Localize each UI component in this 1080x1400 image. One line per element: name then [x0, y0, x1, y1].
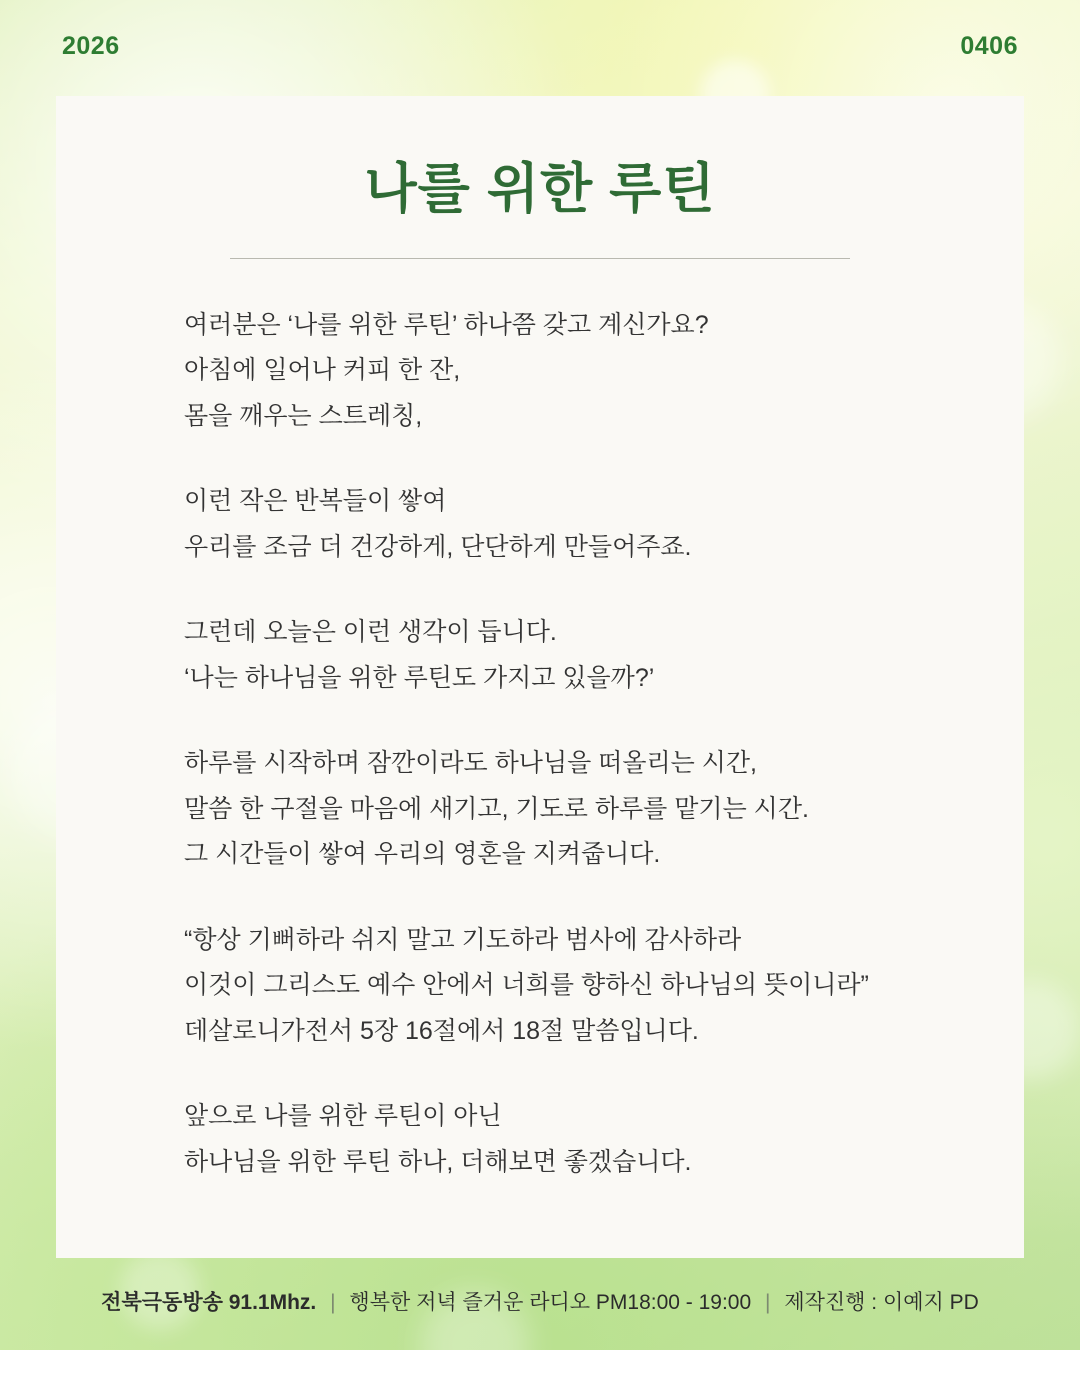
body-line: 몸을 깨우는 스트레칭,	[184, 401, 423, 430]
footer-producer: 제작진행 : 이예지 PD	[784, 1291, 979, 1314]
page-title: 나를 위한 루틴	[364, 159, 716, 219]
body-line: 말씀 한 구절을 마음에 새기고, 기도로 하루를 맡기는 시간.	[184, 794, 809, 823]
body-line: 그 시간들이 쌓여 우리의 영혼을 지켜줍니다.	[184, 840, 661, 868]
body-paragraph	[184, 741, 932, 878]
body-line: 여러분은 ‘나를 위한 루틴’ 하나쯤 갖고 계신가요?	[184, 310, 709, 339]
body-paragraph	[184, 610, 932, 701]
body-paragraph	[184, 479, 932, 570]
title-divider	[230, 258, 850, 259]
body-line: 앞으로 나를 위한 루틴이 아닌	[184, 1102, 502, 1130]
footer-bar	[0, 1286, 1080, 1316]
body-line: 하나님을 위한 루틴 하나, 더해보면 좋겠습니다.	[184, 1147, 692, 1176]
body-line: 그런데 오늘은 이런 생각이 듭니다.	[184, 618, 557, 646]
body-line: 하루를 시작하며 잠깐이라도 하나님을 떠올리는 시간,	[184, 749, 757, 777]
body-line: 아침에 일어나 커피 한 잔,	[184, 356, 461, 384]
body-line: 이런 작은 반복들이 쌓여	[184, 487, 447, 515]
body-paragraph	[184, 303, 932, 440]
content-card	[56, 96, 1024, 1258]
body-line: 이것이 그리스도 예수 안에서 너희를 향하신 하나님의 뜻이니라”	[184, 971, 869, 999]
footer-separator-2: |	[765, 1291, 771, 1314]
body-line: ‘나는 하나님을 위한 루틴도 가지고 있을까?’	[184, 663, 655, 692]
footer-program: 행복한 저녁 즐거운 라디오 PM18:00 - 19:00	[349, 1291, 752, 1314]
body-paragraph	[184, 918, 932, 1055]
year-label: 2026	[62, 32, 120, 60]
body-line: “항상 기뻐하라 쉬지 말고 기도하라 범사에 감사하라	[184, 925, 742, 954]
body-line: 우리를 조금 더 건강하게, 단단하게 만들어주죠.	[184, 532, 692, 561]
footer-station: 전북극동방송 91.1Mhz.	[101, 1291, 317, 1314]
footer-separator-1: |	[330, 1291, 336, 1314]
date-label: 0406	[960, 32, 1018, 60]
body-paragraph	[184, 1094, 932, 1185]
body-text	[128, 303, 952, 1186]
body-line: 데살로니가전서 5장 16절에서 18절 말씀입니다.	[184, 1016, 699, 1045]
